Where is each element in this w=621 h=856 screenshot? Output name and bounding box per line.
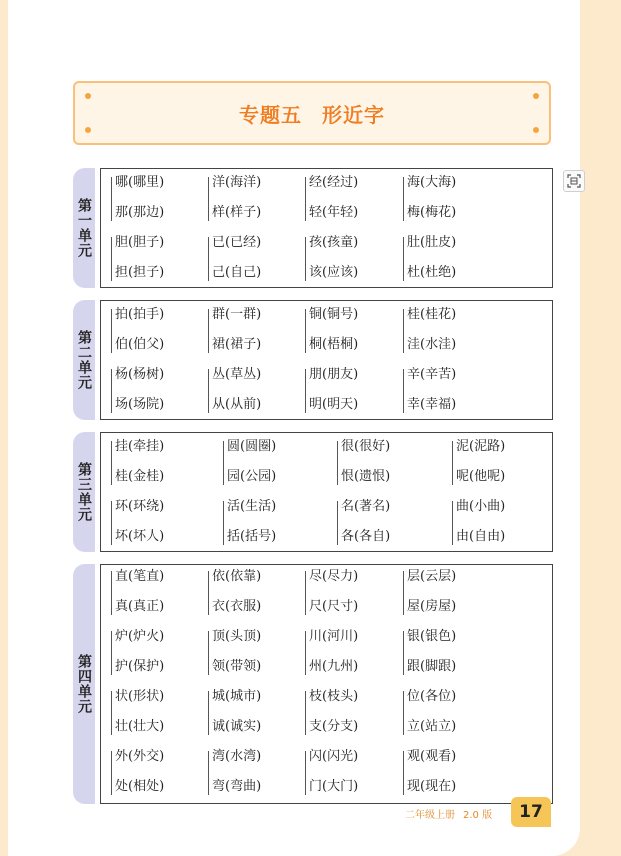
char-entry: 已(已经) [212, 235, 262, 250]
topic-name: 形近字 [322, 103, 385, 127]
char-entry: 由(自由) [456, 529, 506, 544]
char-entry: 诚(诚实) [212, 719, 262, 734]
char-entry: 幸(幸福) [407, 397, 457, 412]
char-entry: 辛(辛苦) [407, 367, 457, 382]
char-table [100, 564, 553, 804]
char-entry: 挂(牵挂) [115, 439, 165, 454]
char-entry: 拍(拍手) [115, 307, 165, 322]
qr-scan-icon [567, 174, 581, 188]
char-entry: 肚(肚皮) [407, 235, 457, 250]
char-entry: 屋(房屋) [407, 599, 457, 614]
char-entry: 己(自己) [212, 265, 262, 280]
char-entry: 桂(桂花) [407, 307, 457, 322]
unit-section [73, 432, 553, 552]
char-entry: 闪(闪光) [309, 749, 359, 764]
char-entry: 外(外交) [115, 749, 165, 764]
char-entry: 状(形状) [115, 689, 165, 704]
char-entry: 门(大门) [309, 779, 359, 794]
char-entry: 真(真正) [115, 599, 165, 614]
char-entry: 桐(梧桐) [309, 337, 359, 352]
char-entry: 位(各位) [407, 689, 457, 704]
unit-section [73, 300, 553, 420]
char-entry: 场(场院) [115, 397, 165, 412]
unit-section [73, 168, 553, 288]
char-entry: 衣(衣服) [212, 599, 262, 614]
char-entry: 支(分支) [309, 719, 359, 734]
footer-book: 二年级上册 [405, 810, 455, 821]
char-entry: 杨(杨树) [115, 367, 165, 382]
char-entry: 依(依靠) [212, 569, 262, 584]
char-entry: 曲(小曲) [456, 499, 506, 514]
char-entry: 泥(泥路) [456, 439, 506, 454]
char-entry: 丛(草丛) [212, 367, 262, 382]
footer-version: 2.0 版 [463, 810, 493, 821]
char-entry: 护(保护) [115, 659, 165, 674]
char-entry: 样(样子) [212, 205, 262, 220]
char-table [100, 168, 553, 288]
char-entry: 圆(圆圈) [227, 439, 277, 454]
char-entry: 川(河川) [309, 629, 359, 644]
char-entry: 顶(头顶) [212, 629, 262, 644]
char-entry: 湾(水湾) [212, 749, 262, 764]
char-entry: 尽(尽力) [309, 569, 359, 584]
char-entry: 担(担子) [115, 265, 165, 280]
char-entry: 处(相处) [115, 779, 165, 794]
char-entry: 胆(胆子) [115, 235, 165, 250]
char-entry: 现(现在) [407, 779, 457, 794]
unit-label: 第四单元 [76, 654, 92, 714]
char-entry: 很(很好) [341, 439, 391, 454]
unit-tab [73, 564, 95, 804]
char-entry: 哪(哪里) [115, 175, 165, 190]
char-entry: 壮(壮大) [115, 719, 165, 734]
char-entry: 活(生活) [227, 499, 277, 514]
char-entry: 该(应该) [309, 265, 359, 280]
page-title [75, 99, 549, 128]
char-entry: 各(各自) [341, 529, 391, 544]
char-entry: 杜(杜绝) [407, 265, 457, 280]
char-entry: 环(环绕) [115, 499, 165, 514]
char-entry: 铜(铜号) [309, 307, 359, 322]
char-entry: 恨(遗恨) [341, 469, 391, 484]
char-entry: 桂(金桂) [115, 469, 165, 484]
char-entry: 朋(朋友) [309, 367, 359, 382]
char-entry: 领(带领) [212, 659, 262, 674]
unit-tab [73, 432, 95, 552]
char-entry: 那(那边) [115, 205, 165, 220]
char-entry: 园(公园) [227, 469, 277, 484]
char-entry: 尺(尺寸) [309, 599, 359, 614]
unit-section [73, 564, 553, 804]
unit-label: 第二单元 [76, 330, 92, 390]
topic-title-box [73, 81, 551, 145]
footer-info [405, 806, 492, 821]
char-entry: 银(银色) [407, 629, 457, 644]
char-entry: 经(经过) [309, 175, 359, 190]
topic-number: 专题五 [239, 103, 302, 127]
char-entry: 洼(水洼) [407, 337, 457, 352]
char-entry: 洋(海洋) [212, 175, 262, 190]
char-entry: 从(从前) [212, 397, 262, 412]
char-entry: 枝(枝头) [309, 689, 359, 704]
char-entry: 括(括号) [227, 529, 277, 544]
char-entry: 观(观看) [407, 749, 457, 764]
char-entry: 群(一群) [212, 307, 262, 322]
char-entry: 炉(炉火) [115, 629, 165, 644]
char-entry: 轻(年轻) [309, 205, 359, 220]
char-table [100, 300, 553, 420]
char-entry: 层(云层) [407, 569, 457, 584]
char-entry: 伯(伯父) [115, 337, 165, 352]
page-number: 17 [511, 797, 551, 827]
char-entry: 裙(裙子) [212, 337, 262, 352]
scan-icon[interactable] [563, 170, 585, 192]
char-entry: 州(九州) [309, 659, 359, 674]
char-entry: 跟(脚跟) [407, 659, 457, 674]
char-entry: 名(著名) [341, 499, 391, 514]
unit-tab [73, 300, 95, 420]
unit-label: 第一单元 [76, 198, 92, 258]
char-entry: 明(明天) [309, 397, 359, 412]
unit-label: 第三单元 [76, 462, 92, 522]
char-entry: 弯(弯曲) [212, 779, 262, 794]
char-entry: 呢(他呢) [456, 469, 506, 484]
char-entry: 坏(坏人) [115, 529, 165, 544]
char-entry: 海(大海) [407, 175, 457, 190]
char-entry: 立(站立) [407, 719, 457, 734]
unit-tab [73, 168, 95, 288]
char-entry: 直(笔直) [115, 569, 165, 584]
char-entry: 梅(梅花) [407, 205, 457, 220]
char-entry: 城(城市) [212, 689, 262, 704]
char-entry: 孩(孩童) [309, 235, 359, 250]
char-table [100, 432, 553, 552]
